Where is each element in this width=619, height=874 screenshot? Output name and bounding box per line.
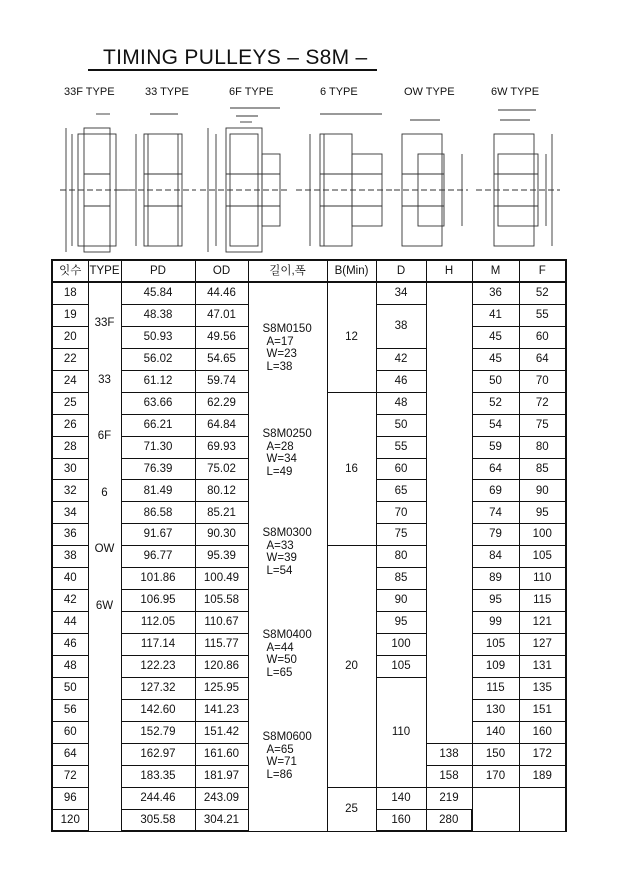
pd-cell: 91.67	[121, 524, 195, 546]
type-label-6w: 6W TYPE	[491, 86, 540, 98]
m-cell: 95	[472, 590, 519, 612]
m-cell: 74	[472, 502, 519, 524]
f-cell: 64	[519, 348, 566, 370]
od-cell: 304.21	[195, 809, 248, 831]
f-cell: 121	[519, 612, 566, 634]
pd-cell: 127.32	[121, 677, 195, 699]
od-cell: 115.77	[195, 634, 248, 656]
d-cell: 34	[376, 282, 426, 304]
od-cell: 105.58	[195, 590, 248, 612]
f-cell: 72	[519, 392, 566, 414]
header-b-min: B(Min)	[327, 260, 376, 282]
teeth-cell: 46	[52, 634, 88, 656]
od-cell: 75.02	[195, 458, 248, 480]
pd-cell: 106.95	[121, 590, 195, 612]
pd-cell: 96.77	[121, 546, 195, 568]
teeth-cell: 36	[52, 524, 88, 546]
d-cell: 42	[376, 348, 426, 370]
spec-w: W=23	[266, 348, 297, 360]
od-cell: 181.97	[195, 765, 248, 787]
pd-cell: 61.12	[121, 370, 195, 392]
table-row	[52, 282, 566, 304]
pd-cell: 81.49	[121, 480, 195, 502]
teeth-cell: 24	[52, 370, 88, 392]
teeth-cell: 64	[52, 743, 88, 765]
teeth-cell: 56	[52, 699, 88, 721]
h-cell	[426, 282, 472, 743]
pd-cell: 76.39	[121, 458, 195, 480]
m-cell: 130	[472, 699, 519, 721]
header-pd: PD	[121, 260, 195, 282]
teeth-cell: 48	[52, 655, 88, 677]
spec-l: L=54	[266, 564, 293, 577]
teeth-cell: 22	[52, 348, 88, 370]
h-cell: 158	[426, 765, 472, 787]
header-f: F	[519, 260, 566, 282]
pulley-drawings	[0, 98, 619, 258]
f-cell: 90	[519, 480, 566, 502]
drawing-ow	[394, 120, 468, 246]
spec-l: L=65	[266, 666, 293, 679]
od-cell: 110.67	[195, 612, 248, 634]
d-cell: 46	[376, 370, 426, 392]
b-min-cell: 12	[327, 282, 376, 392]
od-cell: 95.39	[195, 546, 248, 568]
header-d: D	[376, 260, 426, 282]
pd-cell: 56.02	[121, 348, 195, 370]
teeth-cell: 42	[52, 590, 88, 612]
m-cell: 45	[472, 326, 519, 348]
d-cell: 60	[376, 458, 426, 480]
pd-cell: 112.05	[121, 612, 195, 634]
d-cell: 140	[376, 787, 426, 809]
d-cell: 85	[376, 568, 426, 590]
spec-a: A=33	[266, 539, 294, 552]
pd-cell: 183.35	[121, 765, 195, 787]
f-cell: 95	[519, 502, 566, 524]
d-cell: 50	[376, 414, 426, 436]
title-underline	[88, 69, 377, 71]
spec-code: S8M0300	[262, 527, 312, 539]
m-cell: 89	[472, 568, 519, 590]
d-cell: 110	[376, 677, 426, 787]
spec-item-600	[263, 731, 312, 781]
h-cell: 280	[426, 809, 472, 831]
type-label-ow: OW TYPE	[404, 86, 455, 98]
pd-cell: 244.46	[121, 787, 195, 809]
m-cell: 79	[472, 524, 519, 546]
m-cell	[472, 787, 519, 831]
od-cell: 151.42	[195, 721, 248, 743]
teeth-cell: 44	[52, 612, 88, 634]
pd-cell: 50.93	[121, 326, 195, 348]
d-cell: 90	[376, 590, 426, 612]
m-cell: 150	[472, 743, 519, 765]
m-cell: 84	[472, 546, 519, 568]
d-cell: 55	[376, 436, 426, 458]
teeth-cell: 40	[52, 568, 88, 590]
header-od: OD	[195, 260, 248, 282]
type-label-6: 6 TYPE	[320, 86, 358, 98]
spec-w: W=34	[266, 453, 297, 465]
teeth-cell: 25	[52, 392, 88, 414]
page-title: TIMING PULLEYS – S8M –	[103, 46, 368, 69]
m-cell: 54	[472, 414, 519, 436]
m-cell: 45	[472, 348, 519, 370]
spec-item-250	[263, 428, 312, 478]
pd-cell: 152.79	[121, 721, 195, 743]
drawing-33f	[60, 114, 130, 252]
f-cell	[519, 787, 566, 831]
f-cell: 80	[519, 436, 566, 458]
drawing-6f	[200, 108, 290, 252]
h-cell: 138	[426, 743, 472, 765]
od-cell: 62.29	[195, 392, 248, 414]
d-cell: 48	[376, 392, 426, 414]
d-cell: 38	[376, 304, 426, 348]
f-cell: 135	[519, 677, 566, 699]
pd-cell: 101.86	[121, 568, 195, 590]
f-cell: 70	[519, 370, 566, 392]
spec-a: A=65	[266, 743, 294, 756]
m-cell: 99	[472, 612, 519, 634]
m-cell: 140	[472, 721, 519, 743]
header-length-width: 길이,폭	[248, 260, 327, 282]
f-cell: 105	[519, 546, 566, 568]
header-type: TYPE	[88, 260, 121, 282]
spec-code: S8M0250	[262, 428, 312, 440]
spec-l: L=49	[266, 465, 293, 478]
h-cell: 219	[426, 787, 472, 809]
f-cell: 160	[519, 721, 566, 743]
spec-code: S8M0150	[262, 323, 312, 335]
type-6: 6	[101, 486, 108, 499]
teeth-cell: 30	[52, 458, 88, 480]
f-cell: 52	[519, 282, 566, 304]
teeth-cell: 26	[52, 414, 88, 436]
header-m: M	[472, 260, 519, 282]
spec-a: A=44	[266, 641, 294, 654]
f-cell: 127	[519, 634, 566, 656]
type-label-6f: 6F TYPE	[229, 86, 274, 98]
od-cell: 54.65	[195, 348, 248, 370]
teeth-cell: 34	[52, 502, 88, 524]
teeth-cell: 32	[52, 480, 88, 502]
spec-code: S8M0600	[262, 731, 312, 743]
od-cell: 47.01	[195, 304, 248, 326]
f-cell: 100	[519, 524, 566, 546]
header-h: H	[426, 260, 472, 282]
drawing-6w	[476, 110, 560, 246]
spec-w: W=39	[266, 552, 297, 564]
d-cell: 100	[376, 634, 426, 656]
od-cell: 69.93	[195, 436, 248, 458]
teeth-cell: 18	[52, 282, 88, 304]
spec-w: W=50	[266, 654, 297, 666]
teeth-cell: 38	[52, 546, 88, 568]
drawing-33	[120, 114, 196, 246]
d-cell: 70	[376, 502, 426, 524]
type-6f: 6F	[97, 430, 112, 442]
f-cell: 55	[519, 304, 566, 326]
teeth-cell: 60	[52, 721, 88, 743]
spec-item-300	[263, 527, 312, 577]
od-cell: 64.84	[195, 414, 248, 436]
f-cell: 189	[519, 765, 566, 787]
pd-cell: 162.97	[121, 743, 195, 765]
d-cell: 75	[376, 524, 426, 546]
f-cell: 85	[519, 458, 566, 480]
d-cell: 105	[376, 655, 426, 677]
f-cell: 131	[519, 655, 566, 677]
teeth-cell: 19	[52, 304, 88, 326]
pd-cell: 86.58	[121, 502, 195, 524]
od-cell: 44.46	[195, 282, 248, 304]
od-cell: 49.56	[195, 326, 248, 348]
od-cell: 85.21	[195, 502, 248, 524]
pd-cell: 122.23	[121, 655, 195, 677]
pd-cell: 45.84	[121, 282, 195, 304]
od-cell: 141.23	[195, 699, 248, 721]
od-cell: 90.30	[195, 524, 248, 546]
spec-item-150	[263, 323, 312, 373]
f-cell: 172	[519, 743, 566, 765]
spec-a: A=17	[266, 335, 294, 348]
pd-cell: 305.58	[121, 809, 195, 831]
type-6w: 6W	[95, 599, 114, 612]
m-cell: 50	[472, 370, 519, 392]
m-cell: 36	[472, 282, 519, 304]
m-cell: 41	[472, 304, 519, 326]
drawing-6	[296, 114, 392, 246]
type-label-33f: 33F TYPE	[64, 86, 115, 98]
od-cell: 161.60	[195, 743, 248, 765]
od-cell: 120.86	[195, 655, 248, 677]
spec-w: W=71	[266, 756, 297, 768]
pd-cell: 48.38	[121, 304, 195, 326]
od-cell: 243.09	[195, 787, 248, 809]
pd-cell: 117.14	[121, 634, 195, 656]
f-cell: 60	[519, 326, 566, 348]
pd-cell: 63.66	[121, 392, 195, 414]
m-cell: 52	[472, 392, 519, 414]
f-cell: 75	[519, 414, 566, 436]
type-33f: 33F	[94, 317, 115, 329]
b-min-cell: 25	[327, 787, 376, 831]
spec-cell	[248, 282, 327, 831]
d-cell: 80	[376, 546, 426, 568]
m-cell: 59	[472, 436, 519, 458]
b-min-cell: 16	[327, 392, 376, 546]
type-label-33: 33 TYPE	[145, 86, 189, 98]
m-cell: 170	[472, 765, 519, 787]
spec-l: L=86	[266, 768, 293, 781]
f-cell: 110	[519, 568, 566, 590]
teeth-cell: 50	[52, 677, 88, 699]
teeth-cell: 72	[52, 765, 88, 787]
d-cell: 160	[376, 809, 426, 831]
b-min-cell: 20	[327, 546, 376, 787]
d-cell: 95	[376, 612, 426, 634]
m-cell: 115	[472, 677, 519, 699]
m-cell: 64	[472, 458, 519, 480]
spec-item-400	[263, 629, 312, 679]
m-cell: 105	[472, 634, 519, 656]
m-cell: 109	[472, 655, 519, 677]
od-cell: 59.74	[195, 370, 248, 392]
f-cell: 151	[519, 699, 566, 721]
teeth-cell: 120	[52, 809, 88, 831]
f-cell: 115	[519, 590, 566, 612]
od-cell: 125.95	[195, 677, 248, 699]
od-cell: 80.12	[195, 480, 248, 502]
teeth-cell: 20	[52, 326, 88, 348]
spec-a: A=28	[266, 440, 294, 453]
type-ow: OW	[94, 543, 115, 555]
pd-cell: 142.60	[121, 699, 195, 721]
spec-code: S8M0400	[262, 629, 312, 641]
spec-table	[51, 259, 567, 832]
pd-cell: 66.21	[121, 414, 195, 436]
teeth-cell: 28	[52, 436, 88, 458]
pd-cell: 71.30	[121, 436, 195, 458]
table-header-row	[52, 260, 566, 282]
spec-l: L=38	[266, 360, 293, 373]
teeth-cell: 96	[52, 787, 88, 809]
type-cell	[88, 282, 121, 831]
type-33: 33	[98, 373, 111, 386]
od-cell: 100.49	[195, 568, 248, 590]
d-cell: 65	[376, 480, 426, 502]
m-cell: 69	[472, 480, 519, 502]
header-teeth: 잇수	[52, 260, 88, 282]
